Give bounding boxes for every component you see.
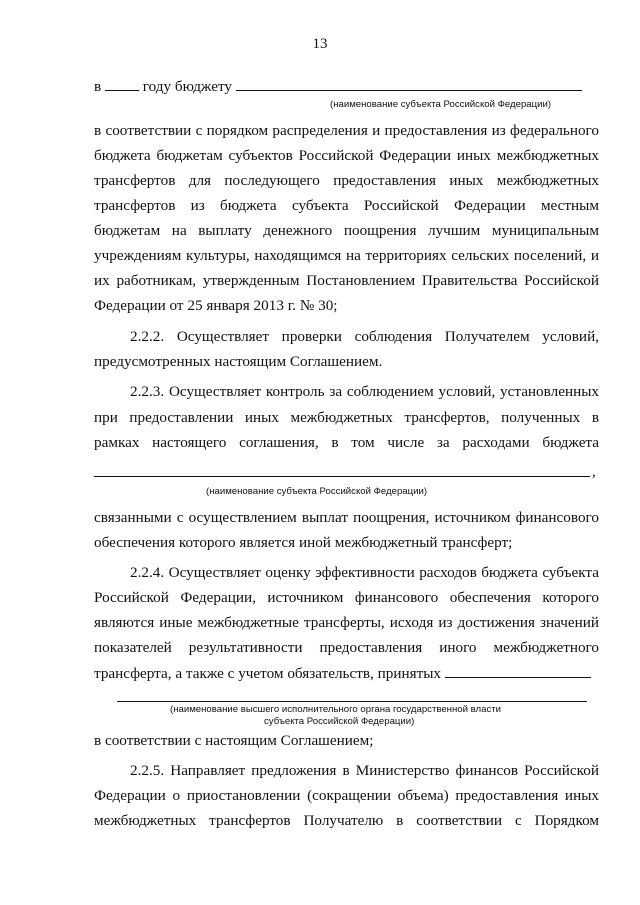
text-line: предусмотренных настоящим Соглашением. bbox=[94, 353, 383, 370]
text-line: бюджета бюджетам субъектов Российской Федерации иных межбюджетных bbox=[94, 147, 599, 164]
header-line bbox=[94, 76, 599, 96]
caption-subject-1: (наименование субъекта Российской Федерации) bbox=[330, 99, 552, 110]
text-line: их работникам, утвержденным Постановлением Правительства Российской bbox=[94, 272, 599, 289]
subject-blank bbox=[236, 76, 582, 91]
text-line: в соответствии с порядком распределения и предоставления из федерального bbox=[94, 122, 599, 139]
text-line: учреждениям культуры, находящимся на территориях сельских поселений, и bbox=[94, 247, 599, 264]
page-number: 13 bbox=[312, 36, 328, 52]
text-line: являются иные межбюджетные трансферты, исходя из достижения значений bbox=[94, 614, 599, 631]
text-line: Федерации о приостановлении (сокращении объема) предоставления иных bbox=[94, 787, 599, 804]
header-prefix: в bbox=[94, 78, 102, 95]
text-line: трансфертов для последующего предоставления иных межбюджетных bbox=[94, 172, 599, 189]
text-line: трансфертов из бюджета субъекта Российской Федерации местным bbox=[94, 197, 599, 214]
caption-subject-2: (наименование субъекта Российской Федерации) bbox=[206, 486, 428, 497]
text-line: в соответствии с настоящим Соглашением; bbox=[94, 732, 374, 749]
text-line: связанными с осуществлением выплат поощрения, источником финансового bbox=[94, 509, 599, 526]
fill-in-line bbox=[117, 701, 587, 702]
year-blank bbox=[105, 76, 139, 91]
text-line: при предоставлении иных межбюджетных трансфертов, полученных в bbox=[94, 409, 599, 426]
text-line: обеспечения которого является иной межбюджетный трансферт; bbox=[94, 534, 513, 551]
text-line: показателей результативности предоставления иного межбюджетного bbox=[94, 639, 599, 656]
text-line: 2.2.3. Осуществляет контроль за соблюдением условий, установленных bbox=[130, 383, 599, 400]
caption-authority-1: (наименование высшего исполнительного органа государственной власти bbox=[170, 704, 501, 715]
text-line: 2.2.5. Направляет предложения в Министерство финансов Российской bbox=[130, 762, 599, 779]
text-line: рамках настоящего соглашения, в том числе за расходами бюджета bbox=[94, 434, 599, 451]
line-comma: , bbox=[592, 464, 596, 480]
authority-blank bbox=[445, 663, 591, 678]
text-line: Федерации от 25 января 2013 г. № 30; bbox=[94, 297, 338, 314]
fill-in-line bbox=[94, 476, 590, 477]
text-line: 2.2.4. Осуществляет оценку эффективности расходов бюджета субъекта bbox=[130, 564, 599, 581]
text-line bbox=[94, 663, 599, 683]
header-middle: году бюджету bbox=[142, 78, 232, 95]
text-line: 2.2.2. Осуществляет проверки соблюдения Получателем условий, bbox=[130, 328, 599, 345]
text-segment: трансферта, а также с учетом обязательств, принятых bbox=[94, 665, 442, 682]
text-line: бюджетам на выплату денежного поощрения лучшим муниципальным bbox=[94, 222, 599, 239]
text-line: межбюджетных трансфертов Получателю в соответствии с Порядком bbox=[94, 812, 599, 829]
caption-authority-2: субъекта Российской Федерации) bbox=[264, 716, 415, 727]
text-line: Российской Федерации, источником финансового обеспечения которого bbox=[94, 589, 599, 606]
